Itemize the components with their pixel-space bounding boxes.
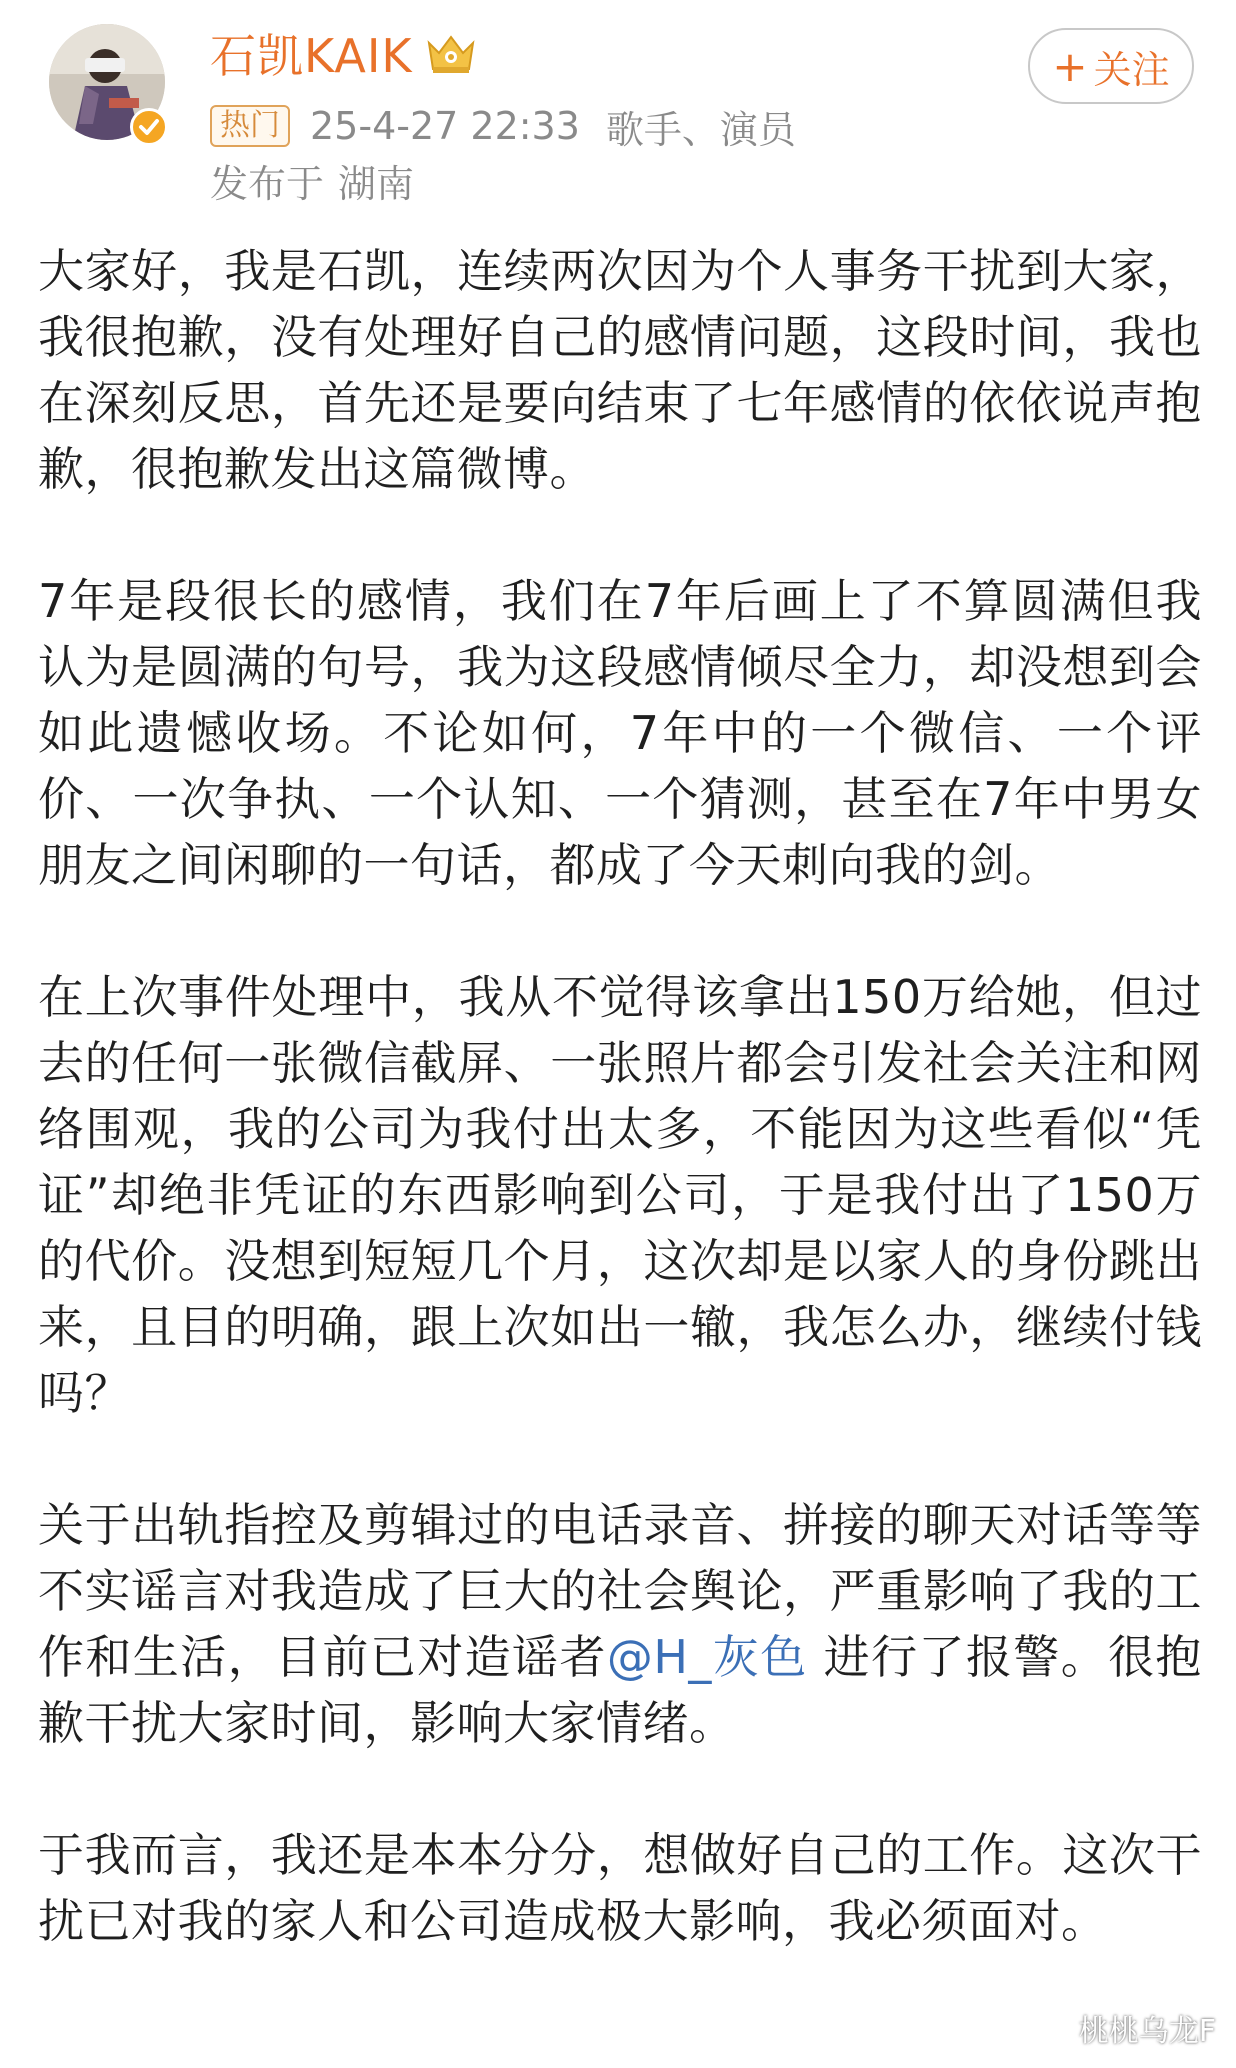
post-paragraph: 大家好，我是石凯，连续两次因为个人事务干扰到大家，我很抱歉，没有处理好自己的感情问题，这段时间，我也在深刻反思，首先还是要向结束了七年感情的依依说声抱歉，很抱歉发出这篇微博。 bbox=[38, 244, 1202, 496]
location-label: 发布于 bbox=[210, 161, 325, 206]
post-location bbox=[210, 156, 414, 204]
hot-tag-badge: 热门 bbox=[210, 105, 290, 147]
watermark: 桃桃乌龙F bbox=[1078, 2014, 1216, 2049]
post-meta bbox=[210, 102, 796, 150]
follow-button[interactable] bbox=[1028, 28, 1194, 104]
paragraph-text: 进行了报警。很抱歉干扰大家时间，影响大家情绪。 bbox=[38, 1630, 1203, 1750]
post-paragraph: 在上次事件处理中，我从不觉得该拿出150万给她，但过去的任何一张微信截屏、一张照片都会引发社会关注和网络围观，我的公司为我付出太多，不能因为这些看似“凭证”却绝非凭证的东西影响到公司，于是我付出了150万的代价。没想到短短几个月，这次却是以家人的身份跳出来，且目的明确，跟上次如出一辙，我怎么办，继续付钱吗？ bbox=[38, 970, 1202, 1420]
post-body bbox=[38, 238, 1202, 2020]
post-paragraph: 7年是段很长的感情，我们在7年后画上了不算圆满但我认为是圆满的句号，我为这段感情倾尽全力，却没想到会如此遗憾收场。不论如何，7年中的一个微信、一个评价、一次争执、一个认知、一个猜测，甚至在7年中男女朋友之间闲聊的一句话，都成了今天刺向我的剑。 bbox=[38, 574, 1202, 892]
paragraph-text: 关于出轨指控及剪辑过的电话录音、拼接的聊天对话等等不实谣言对我造成了巨大的社会舆论，严重影响了我的工作和生活，目前已对造谣者 bbox=[38, 1498, 1202, 1684]
user-mention-link[interactable]: @H_灰色 bbox=[606, 1630, 808, 1684]
post-paragraph: 于我而言，我还是本本分分，想做好自己的工作。这次干扰已对我的家人和公司造成极大影响，我必须面对。 bbox=[38, 1828, 1202, 1948]
follow-label: 关注 bbox=[1093, 47, 1170, 92]
post-paragraph bbox=[38, 1492, 1202, 1756]
crown-vip-icon bbox=[423, 29, 479, 77]
verified-badge-icon bbox=[130, 108, 168, 146]
author-profession: 歌手、演员 bbox=[605, 107, 796, 152]
username-row bbox=[210, 20, 479, 86]
plus-icon: + bbox=[1052, 41, 1088, 91]
username[interactable]: 石凯KAIK bbox=[210, 29, 413, 83]
location-value: 湖南 bbox=[338, 161, 415, 206]
post-timestamp: 25-4-27 22:33 bbox=[310, 104, 580, 148]
post-header bbox=[0, 0, 1236, 206]
